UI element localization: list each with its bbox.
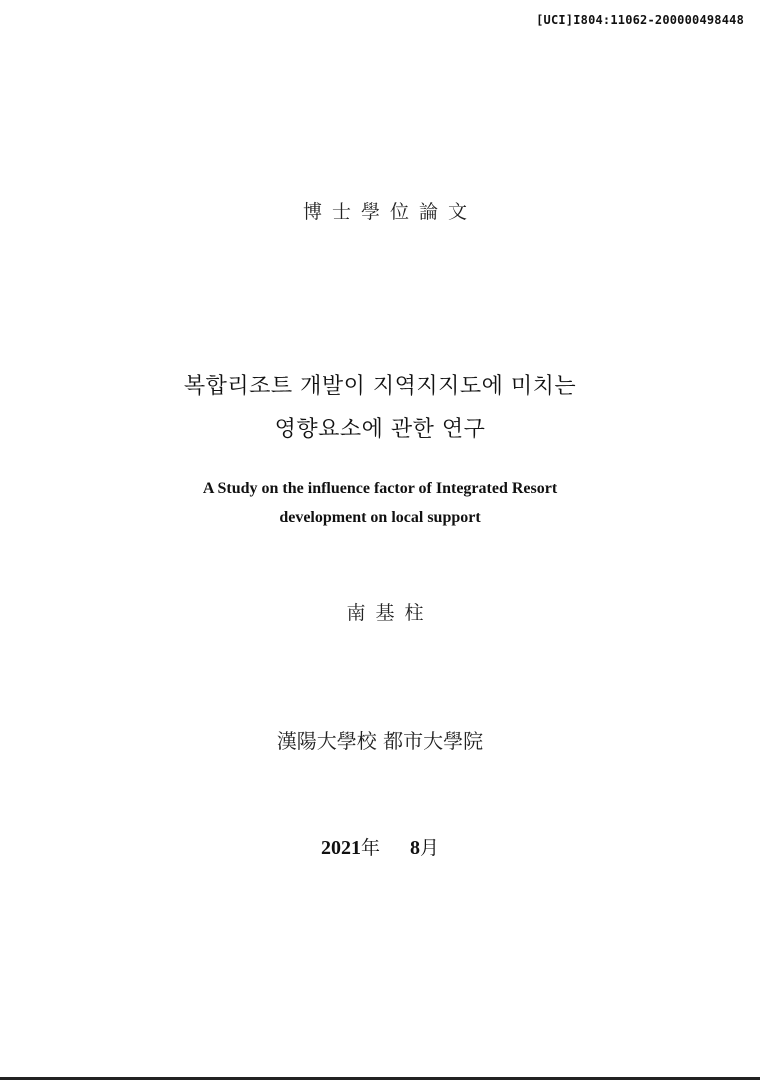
date-year: 2021 — [320, 837, 361, 859]
date-month: 8 — [410, 837, 420, 859]
school-name: 漢陽大學校 都市大學院 — [276, 729, 484, 753]
date-month-unit: 月 — [420, 837, 440, 859]
english-title-line-2: development on local support — [279, 509, 481, 526]
submission-date — [0, 833, 760, 860]
author-name: 南基柱 — [346, 602, 434, 624]
korean-title-line-1: 복합리조트 개발이 지역지지도에 미치는 — [183, 374, 577, 399]
uci-identifier: [UCI]I804:11062-200000498448 — [536, 13, 744, 27]
date-year-unit: 年 — [360, 837, 380, 859]
english-title-line-1: A Study on the influence factor of Integrated Resort — [202, 480, 558, 497]
korean-title-line-2: 영향요소에 관한 연구 — [274, 417, 486, 442]
degree-label: 博士學位論文 — [302, 201, 477, 223]
